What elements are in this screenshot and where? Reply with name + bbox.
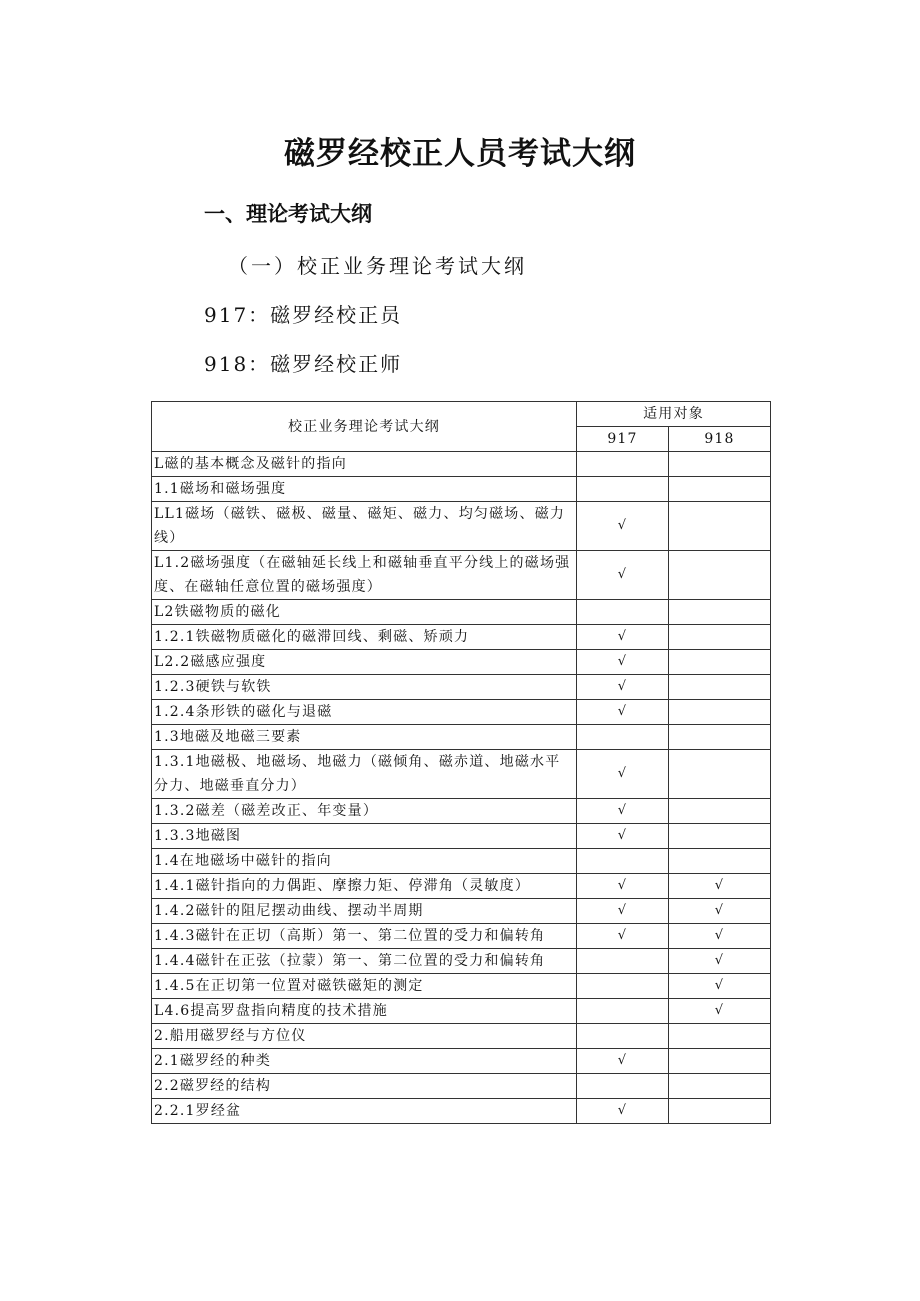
outline-body [152, 452, 771, 1124]
outline-item: 1.4.2磁针的阻尼摆动曲线、摆动半周期 [152, 899, 577, 924]
table-row [152, 452, 771, 477]
outline-item: 1.3.1地磁极、地磁场、地磁力（磁倾角、磁赤道、地磁水平分力、地磁垂直分力） [152, 750, 577, 799]
check-918 [669, 502, 771, 551]
header-applicable: 适用对象 [577, 402, 771, 427]
check-917: √ [577, 675, 669, 700]
check-918 [669, 600, 771, 625]
check-918 [669, 477, 771, 502]
table-row [152, 502, 771, 551]
check-918 [669, 1099, 771, 1124]
check-917 [577, 725, 669, 750]
outline-item: 1.2.4条形铁的磁化与退磁 [152, 700, 577, 725]
check-917 [577, 974, 669, 999]
outline-item: 1.2.1铁磁物质磁化的磁滞回线、剩磁、矫顽力 [152, 625, 577, 650]
check-917: √ [577, 1049, 669, 1074]
outline-item: 1.4.4磁针在正弦（拉蒙）第一、第二位置的受力和偏转角 [152, 949, 577, 974]
outline-item: L2铁磁物质的磁化 [152, 600, 577, 625]
table-row [152, 1049, 771, 1074]
table-row [152, 625, 771, 650]
check-918 [669, 824, 771, 849]
table-row [152, 824, 771, 849]
check-917: √ [577, 874, 669, 899]
grade-918-label: 918：磁罗经校正师 [204, 352, 403, 376]
outline-item: L1.2磁场强度（在磁轴延长线上和磁轴垂直平分线上的磁场强度、在磁轴任意位置的磁场强度） [152, 551, 577, 600]
header-918: 918 [669, 427, 771, 452]
check-917: √ [577, 502, 669, 551]
check-917 [577, 849, 669, 874]
check-918: √ [669, 924, 771, 949]
check-918 [669, 750, 771, 799]
outline-item: L2.2磁感应强度 [152, 650, 577, 675]
table-row [152, 899, 771, 924]
check-918: √ [669, 874, 771, 899]
check-917: √ [577, 1099, 669, 1124]
outline-item: 1.4在地磁场中磁针的指向 [152, 849, 577, 874]
check-918 [669, 700, 771, 725]
check-918 [669, 675, 771, 700]
table-row [152, 1024, 771, 1049]
outline-item: 1.3.2磁差（磁差改正、年变量） [152, 799, 577, 824]
check-918 [669, 650, 771, 675]
table-row [152, 949, 771, 974]
exam-outline-table [151, 401, 771, 1124]
check-917 [577, 477, 669, 502]
check-917: √ [577, 824, 669, 849]
table-row [152, 650, 771, 675]
check-918: √ [669, 999, 771, 1024]
table-row [152, 675, 771, 700]
table-row [152, 600, 771, 625]
table-row [152, 700, 771, 725]
outline-item: 1.1磁场和磁场强度 [152, 477, 577, 502]
table-row [152, 874, 771, 899]
section-heading: 一、理论考试大纲 [204, 202, 372, 226]
check-918 [669, 725, 771, 750]
grade-917-label: 917：磁罗经校正员 [204, 303, 403, 327]
check-918: √ [669, 899, 771, 924]
check-917 [577, 1074, 669, 1099]
table-row [152, 1099, 771, 1124]
document-title: 磁罗经校正人员考试大纲 [284, 136, 636, 172]
outline-item: 2.船用磁罗经与方位仪 [152, 1024, 577, 1049]
check-917: √ [577, 750, 669, 799]
table-row [152, 799, 771, 824]
check-917: √ [577, 625, 669, 650]
table-row [152, 725, 771, 750]
header-outline: 校正业务理论考试大纲 [152, 402, 577, 452]
outline-item: 1.4.3磁针在正切（高斯）第一、第二位置的受力和偏转角 [152, 924, 577, 949]
check-917: √ [577, 924, 669, 949]
outline-item: 2.1磁罗经的种类 [152, 1049, 577, 1074]
check-918 [669, 1074, 771, 1099]
check-917 [577, 949, 669, 974]
check-917: √ [577, 899, 669, 924]
table-row [152, 1074, 771, 1099]
check-917: √ [577, 700, 669, 725]
outline-item: 1.2.3硬铁与软铁 [152, 675, 577, 700]
check-918 [669, 625, 771, 650]
check-917: √ [577, 799, 669, 824]
table-row [152, 924, 771, 949]
outline-item: 1.3.3地磁图 [152, 824, 577, 849]
outline-item: LL1磁场（磁铁、磁极、磁量、磁矩、磁力、均匀磁场、磁力线） [152, 502, 577, 551]
header-917: 917 [577, 427, 669, 452]
check-918 [669, 849, 771, 874]
table-row [152, 477, 771, 502]
check-917: √ [577, 650, 669, 675]
outline-item: L磁的基本概念及磁针的指向 [152, 452, 577, 477]
outline-item: L4.6提高罗盘指向精度的技术措施 [152, 999, 577, 1024]
check-918 [669, 1049, 771, 1074]
check-918 [669, 799, 771, 824]
check-917 [577, 1024, 669, 1049]
check-917 [577, 600, 669, 625]
check-918 [669, 452, 771, 477]
outline-item: 1.4.1磁针指向的力偶距、摩擦力矩、停滞角（灵敏度） [152, 874, 577, 899]
outline-item: 1.3地磁及地磁三要素 [152, 725, 577, 750]
table-row [152, 849, 771, 874]
table-row [152, 750, 771, 799]
table-row [152, 974, 771, 999]
table-row [152, 551, 771, 600]
check-917 [577, 999, 669, 1024]
outline-item: 2.2磁罗经的结构 [152, 1074, 577, 1099]
subsection-heading: （一）校正业务理论考试大纲 [228, 254, 527, 278]
check-918: √ [669, 974, 771, 999]
outline-item: 1.4.5在正切第一位置对磁铁磁矩的测定 [152, 974, 577, 999]
check-918 [669, 551, 771, 600]
table-row [152, 999, 771, 1024]
outline-item: 2.2.1罗经盆 [152, 1099, 577, 1124]
check-917: √ [577, 551, 669, 600]
check-917 [577, 452, 669, 477]
check-918: √ [669, 949, 771, 974]
check-918 [669, 1024, 771, 1049]
